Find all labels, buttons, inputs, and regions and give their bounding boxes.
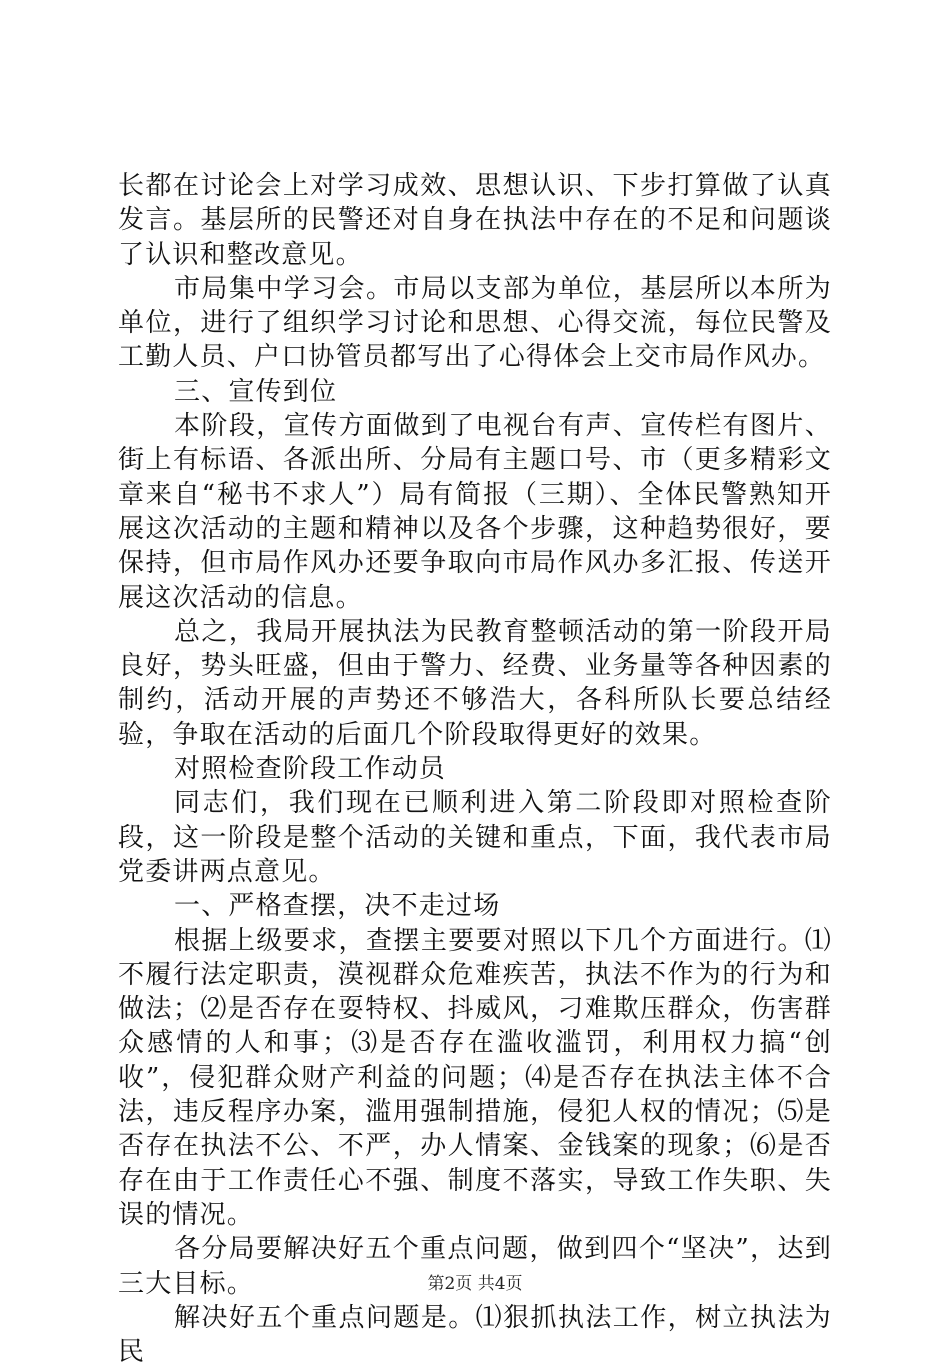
body-paragraph: 本阶段，宣传方面做到了电视台有声、宣传栏有图片、街上有标语、各派出所、分局有主题口号、市（更多精彩文章来自“秘书不求人”）局有简报（三期）、全体民警熟知开展这次活动的主题和精神以及各个步骤，这种趋势很好，要保持，但市局作风办还要争取向市局作风办多汇报、传送开展这次活动的信息。 [118, 411, 832, 613]
body-paragraph: 解决好五个重点问题是。⑴狠抓执法工作，树立执法为民 [118, 1302, 832, 1368]
page-number-footer: 第2页 共4页 [427, 1274, 523, 1294]
document-body [118, 169, 832, 1369]
body-paragraph: 同志们，我们现在已顺利进入第二阶段即对照检查阶段，这一阶段是整个活动的关键和重点，下面，我代表市局党委讲两点意见。 [118, 788, 832, 887]
section-title: 对照检查阶段工作动员 [174, 754, 447, 785]
section-heading: 一、严格查摆，决不走过场 [174, 891, 501, 922]
body-paragraph: 总之，我局开展执法为民教育整顿活动的第一阶段开局良好，势头旺盛，但由于警力、经费、业务量等各种因素的制约，活动开展的声势还不够浩大，各科所队长要总结经验，争取在活动的后面几个阶段取得更好的效果。 [118, 616, 832, 750]
body-paragraph: 根据上级要求，查摆主要要对照以下几个方面进行。⑴不履行法定职责，漠视群众危难疾苦，执法不作为的行为和做法；⑵是否存在耍特权、抖威风，刁难欺压群众，伤害群众感情的人和事；⑶是否存在滥收滥罚，利用权力搞“创收”，侵犯群众财产利益的问题；⑷是否存在执法主体不合法，违反程序办案，滥用强制措施，侵犯人权的情况；⑸是否存在执法不公、不严，办人情案、金钱案的现象；⑹是否存在由于工作责任心不强、制度不落实，导致工作失职、失误的情况。 [118, 925, 832, 1230]
body-paragraph: 长都在讨论会上对学习成效、思想认识、下步打算做了认真发言。基层所的民警还对自身在执法中存在的不足和问题谈了认识和整改意见。 [118, 171, 832, 270]
body-paragraph: 市局集中学习会。市局以支部为单位，基层所以本所为单位，进行了组织学习讨论和思想、心得交流，每位民警及工勤人员、户口协管员都写出了心得体会上交市局作风办。 [118, 273, 832, 373]
section-heading: 三、宣传到位 [174, 376, 338, 407]
body-paragraph: 各分局要解决好五个重点问题，做到四个“坚决”，达到三大目标。 [118, 1234, 832, 1299]
